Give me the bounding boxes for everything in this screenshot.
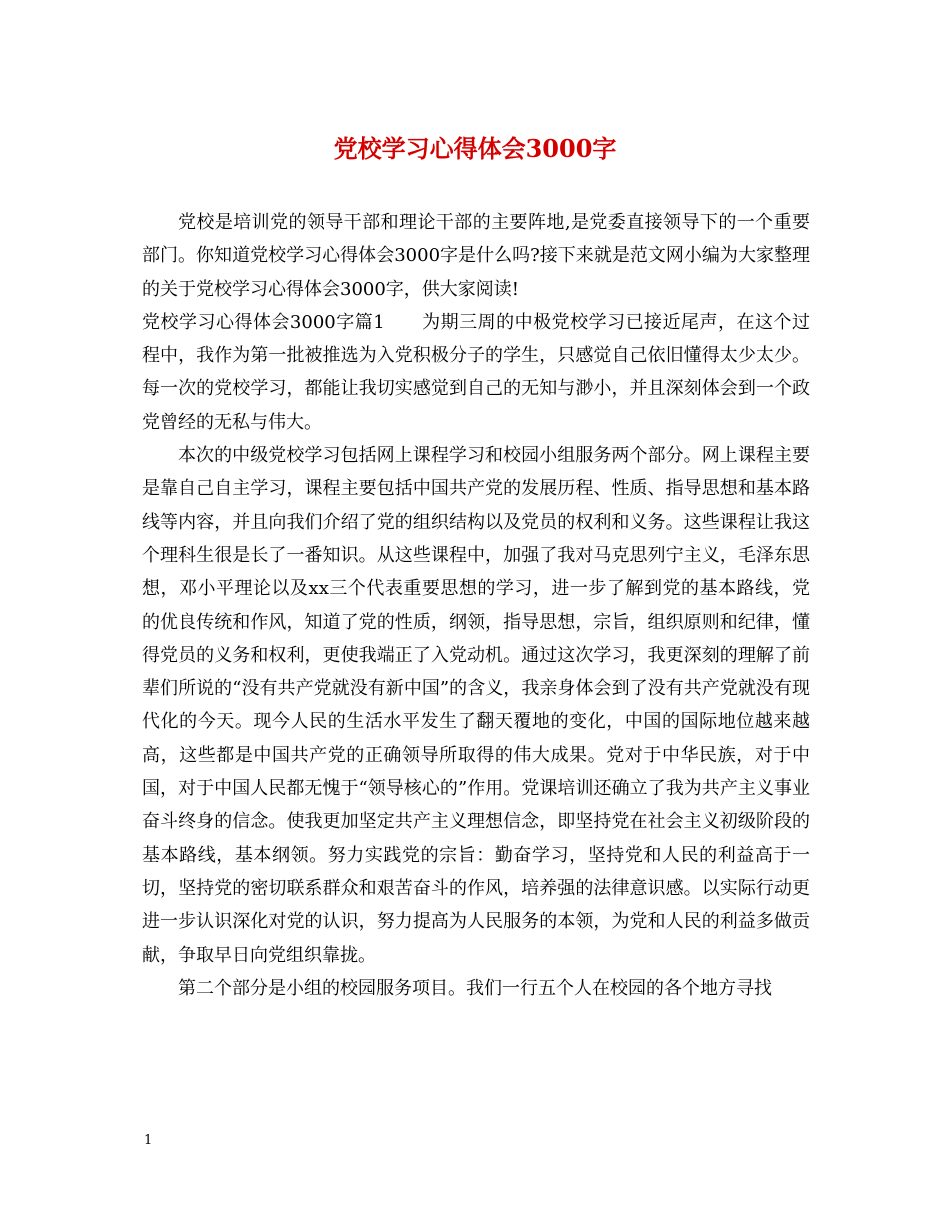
page-number: 1 bbox=[144, 1133, 153, 1148]
document-body bbox=[142, 206, 810, 1005]
paragraph-campus-service: 第二个部分是小组的校园服务项目。我们一行五个人在校园的各个地方寻找 bbox=[178, 977, 772, 999]
paragraph-online-course: 本次的中级党校学习包括网上课程学习和校园小组服务两个部分。网上课程主要是靠自己自主学习，课程主要包括中国共产党的发展历程、性质、指导思想和基本路线等内容，并且向我们介绍了党的组织结构以及党员的权利和义务。这些课程让我这个理科生很是长了一番知识。从这些课程中，加强了我对马克思列宁主义，毛泽东思想，邓小平理论以及xx三个代表重要思想的学习，进一步了解到党的基本路线，党的优良传统和作风，知道了党的性质，纲领，指导思想，宗旨，组织原则和纪律，懂得党员的义务和权利，更使我端正了入党动机。通过这次学习，我更深刻的理解了前辈们所说的“没有共产党就没有新中国”的含义，我亲身体会到了没有共产党就没有现代化的今天。现今人民的生活水平发生了翻天覆地的变化，中国的国际地位越来越高，这些都是中国共产党的正确领导所取得的伟大成果。党对于中华民族，对于中国，对于中国人民都无愧于“领导核心的”作用。党课培训还确立了我为共产主义事业奋斗终身的信念。使我更加坚定共产主义理想信念，即坚持党在社会主义初级阶段的基本路线，基本纲领。努力实践党的宗旨：勤奋学习，坚持党和人民的利益高于一切，坚持党的密切联系群众和艰苦奋斗的作风，培养强的法律意识感。以实际行动更进一步认识深化对党的认识，努力提高为人民服务的本领，为党和人民的利益多做贡献，争取早日向党组织靠拢。 bbox=[142, 445, 810, 966]
paragraph-intro: 党校是培训党的领导干部和理论干部的主要阵地,是党委直接领导下的一个重要部门。你知道党校学习心得体会3000字是什么吗?接下来就是范文网小编为大家整理的关于党校学习心得体会3000字，供大家阅读! bbox=[142, 212, 810, 300]
document-title: 党校学习心得体会3000字 bbox=[333, 134, 617, 163]
paragraph-article-1: 党校学习心得体会3000字篇1 为期三周的中极党校学习已接近尾声，在这个过程中，我作为第一批被推选为入党积极分子的学生，只感觉自己依旧懂得太少太少。每一次的党校学习，都能让我切实感觉到自己的无知与渺小，并且深刻体会到一个政党曾经的无私与伟大。 bbox=[142, 311, 810, 433]
